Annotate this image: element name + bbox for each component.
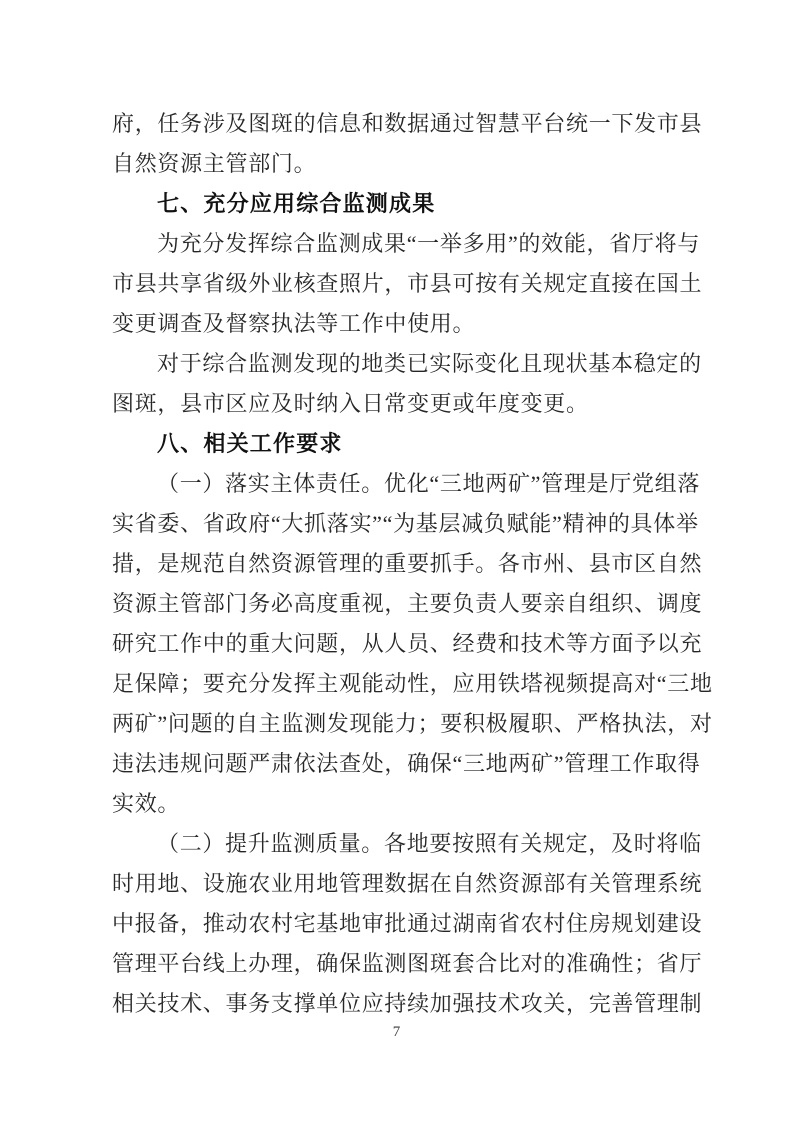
text-line: （一）落实主体责任。优化“三地两矿”管理是厅党组落 (157, 471, 701, 496)
text-line: 两矿”问题的自主监测发现能力；要积极履职、严格执法，对 (112, 711, 713, 736)
text-line: 管理平台线上办理，确保监测图斑套合比对的准确性；省厅 (112, 951, 703, 976)
document-body (112, 104, 712, 1024)
text-line: 图斑，县市区应及时纳入日常变更或年度变更。 (112, 391, 589, 416)
text-line: 对于综合监测发现的地类已实际变化且现状基本稳定的 (157, 351, 702, 376)
text-line: 自然资源主管部门。 (112, 151, 317, 176)
text-line: 时用地、设施农业用地管理数据在自然资源部有关管理系统 (112, 871, 703, 896)
text-line: 变更调查及督察执法等工作中使用。 (112, 311, 476, 336)
text-line: 实省委、省政府“大抓落实”“为基层减负赋能”精神的具体举 (112, 511, 699, 536)
text-line: 中报备，推动农村宅基地审批通过湖南省农村住房规划建设 (112, 911, 703, 936)
text-line: 违法违规问题严肃依法查处，确保“三地两矿”管理工作取得 (112, 751, 701, 776)
text-line: 资源主管部门务必高度重视，主要负责人要亲自组织、调度 (112, 591, 703, 616)
text-line: 实效。 (112, 791, 181, 816)
section-heading: 七、充分应用综合监测成果 (157, 191, 436, 216)
text-line: 研究工作中的重大问题，从人员、经费和技术等方面予以充 (112, 631, 703, 656)
page-number: 7 (392, 1024, 401, 1040)
text-line: 为充分发挥综合监测成果“一举多用”的效能，省厅将与 (157, 231, 701, 256)
section-heading: 八、相关工作要求 (157, 431, 343, 456)
text-line: 市县共享省级外业核查照片，市县可按有关规定直接在国土 (112, 271, 703, 296)
text-line: 府，任务涉及图斑的信息和数据通过智慧平台统一下发市县 (112, 111, 703, 136)
text-line: 措，是规范自然资源管理的重要抓手。各市州、县市区自然 (112, 551, 703, 576)
text-line: （二）提升监测质量。各地要按照有关规定，及时将临 (157, 831, 702, 856)
text-line: 相关技术、事务支撑单位应持续加强技术攻关，完善管理制 (112, 991, 703, 1016)
text-line: 足保障；要充分发挥主观能动性，应用铁塔视频提高对“三地 (112, 671, 713, 696)
